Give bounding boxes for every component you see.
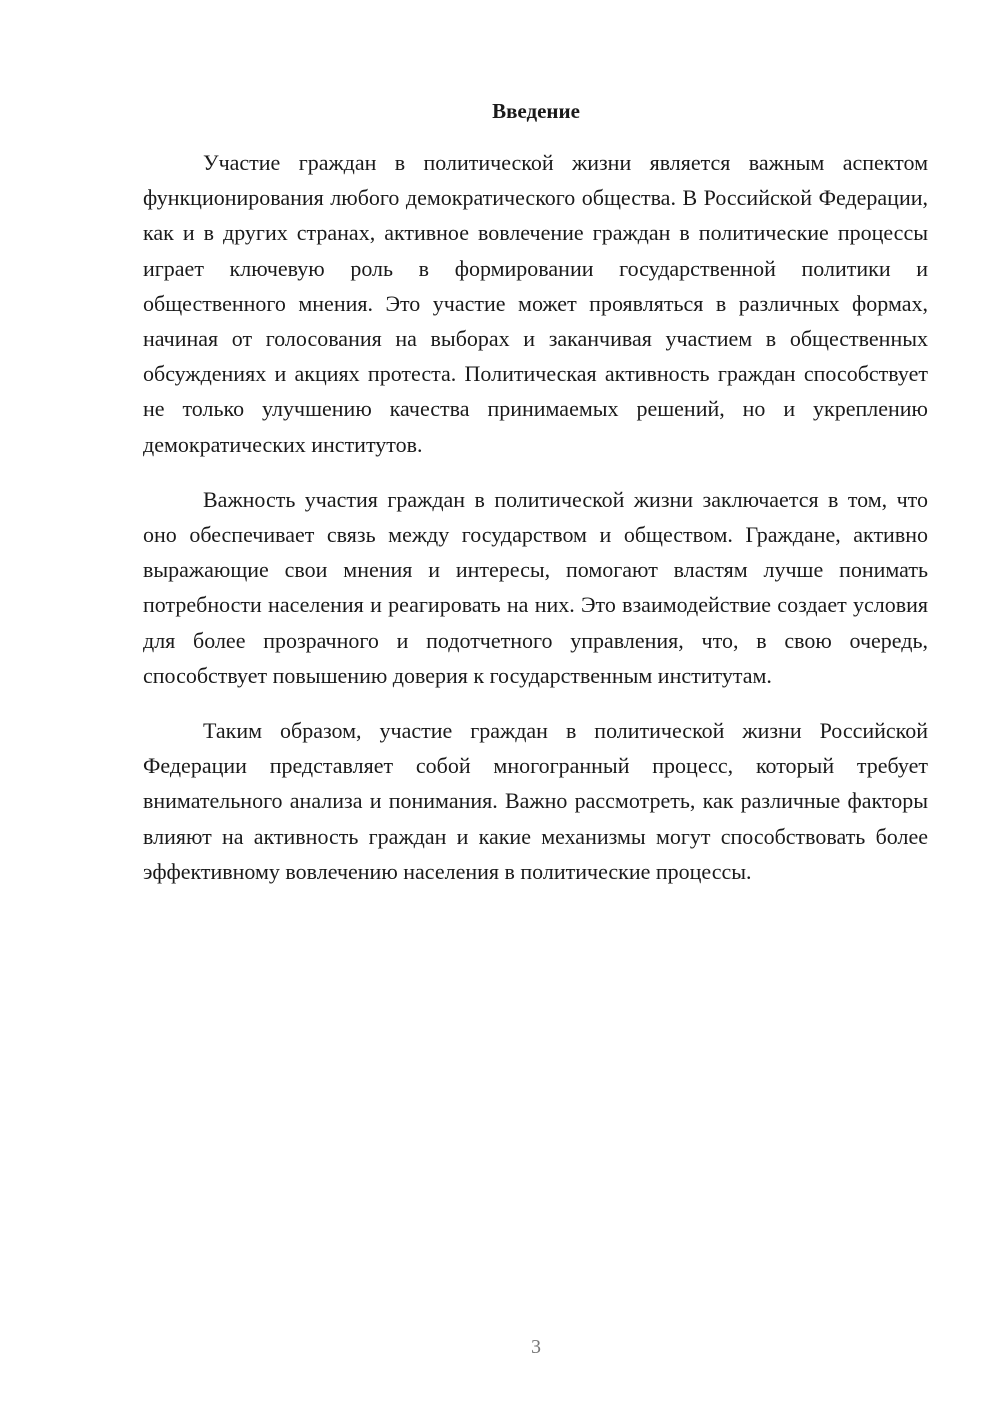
body-text	[143, 145, 928, 909]
paragraph-3: Таким образом, участие граждан в политической жизни Российской Федерации представляет собой многогранный процесс, который требует внимательного анализа и понимания. Важно рассмотреть, как различные факторы влияют на активность граждан и какие механизмы могут способствовать более эффективному вовлечению населения в политические процессы.	[143, 718, 928, 884]
paragraph-2: Важность участия граждан в политической жизни заключается в том, что оно обеспечивает связь между государством и обществом. Граждане, активно выражающие свои мнения и интересы, помогают властям лучше понимать потребности населения и реагировать на них. Это взаимодействие создает условия для более прозрачного и подотчетного управления, что, в свою очередь, способствует повышению доверия к государственным институтам.	[143, 486, 928, 688]
paragraph-1: Участие граждан в политической жизни является важным аспектом функционирования любого демократического общества. В Российской Федерации, как и в других странах, активное вовлечение граждан в политические процессы играет ключевую роль в формировании государственной политики и общественного мнения. Это участие может проявляться в различных формах, начиная от голосования на выборах и заканчивая участием в общественных обсуждениях и акциях протеста. Политическая активность граждан способствует не только улучшению качества принимаемых решений, но и укреплению демократических институтов.	[143, 150, 928, 457]
section-heading: Введение	[492, 99, 580, 123]
page-number: 3	[531, 1336, 541, 1358]
